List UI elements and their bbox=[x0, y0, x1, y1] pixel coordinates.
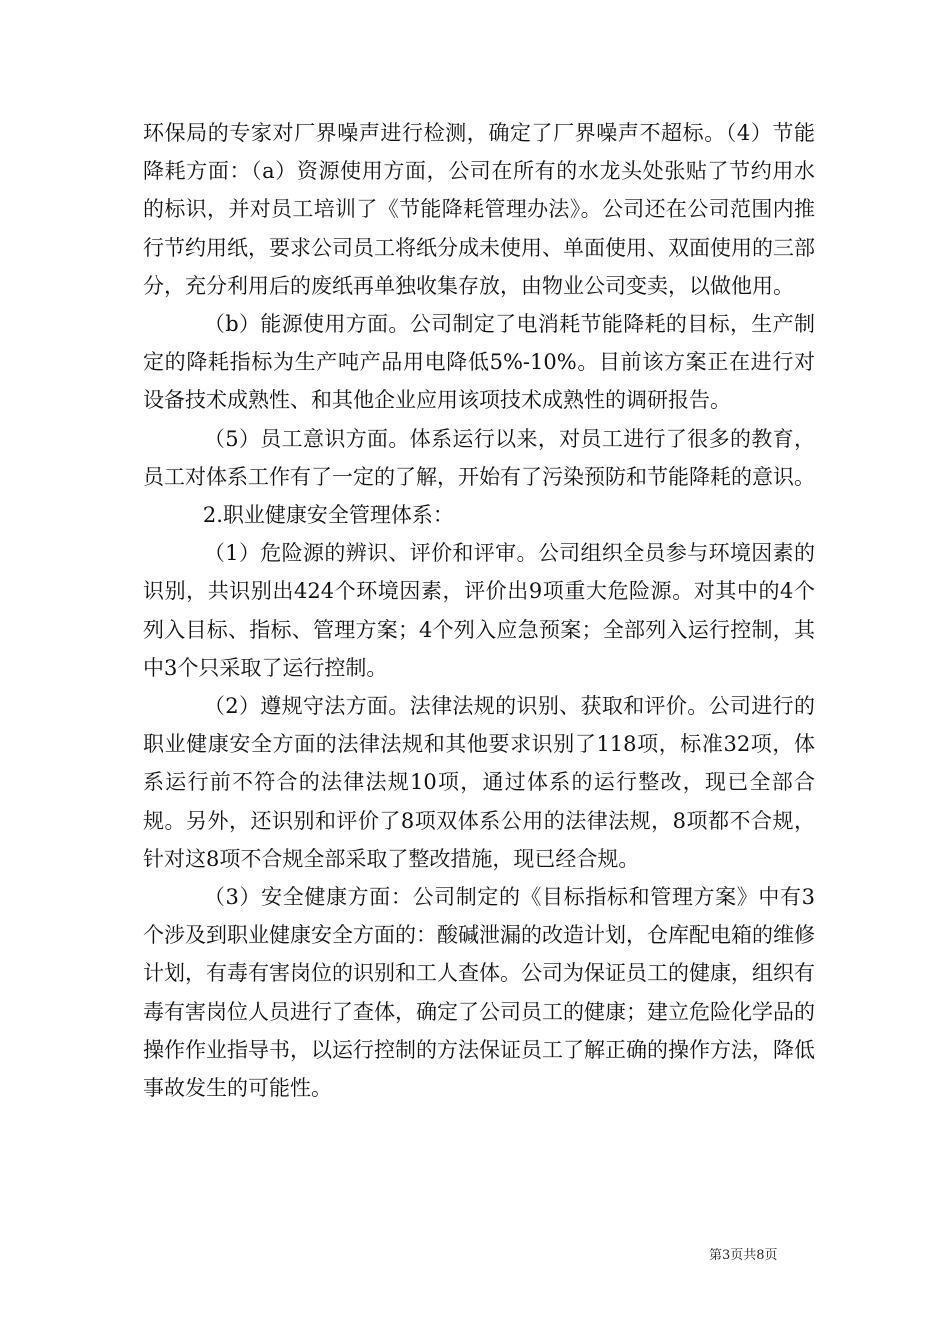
paragraph-legal-compliance: （2）遵规守法方面。法律法规的识别、获取和评价。公司进行的职业健康安全方面的法律法规和其他要求识别了118项，标准32项，体系运行前不符合的法律法规10项，通过体系的运行整改，现已全部合规。另外，还识别和评价了8项双体系公用的法律法规，8项都不合规，针对这8项不合规全部采取了整改措施，现已经合规。 bbox=[143, 694, 815, 871]
paragraph-employee-awareness: （5）员工意识方面。体系运行以来，对员工进行了很多的教育，员工对体系工作有了一定的了解，开始有了污染预防和节能降耗的意识。 bbox=[143, 426, 815, 489]
paragraph-hazard-identification: （1）危险源的辨识、评价和评审。公司组织全员参与环境因素的识别，共识别出424个环境因素，评价出9项重大危险源。对其中的4个列入目标、指标、管理方案；4个列入应急预案；全部列入运行控制，其中3个只采取了运行控制。 bbox=[143, 541, 815, 680]
paragraph-energy-usage: （b）能源使用方面。公司制定了电消耗节能降耗的目标，生产制定的降耗指标为生产吨产品用电降低5%-10%。目前该方案正在进行对设备技术成熟性、和其他企业应用该项技术成熟性的调研报告。 bbox=[143, 312, 815, 413]
page-number-footer: 第3页共8页 bbox=[709, 1248, 778, 1263]
section-heading-ohs: 2.职业健康安全管理体系： bbox=[202, 503, 454, 528]
document-body bbox=[143, 114, 815, 1107]
paragraph-safety-health: （3）安全健康方面：公司制定的《目标指标和管理方案》中有3个涉及到职业健康安全方面的：酸碱泄漏的改造计划，仓库配电箱的维修计划，有毒有害岗位的识别和工人查体。公司为保证员工的健康，组织有毒有害岗位人员进行了查体，确定了公司员工的健康；建立危险化学品的操作作业指导书，以运行控制的方法保证员工了解正确的操作方法，降低事故发生的可能性。 bbox=[143, 885, 815, 1101]
paragraph-environment-noise-energy: 环保局的专家对厂界噪声进行检测，确定了厂界噪声不超标。（4）节能降耗方面：（a）资源使用方面，公司在所有的水龙头处张贴了节约用水的标识，并对员工培训了《节能降耗管理办法》。公司还在公司范围内推行节约用纸，要求公司员工将纸分成未使用、单面使用、双面使用的三部分，充分利用后的废纸再单独收集存放，由物业公司变卖，以做他用。 bbox=[143, 121, 815, 298]
